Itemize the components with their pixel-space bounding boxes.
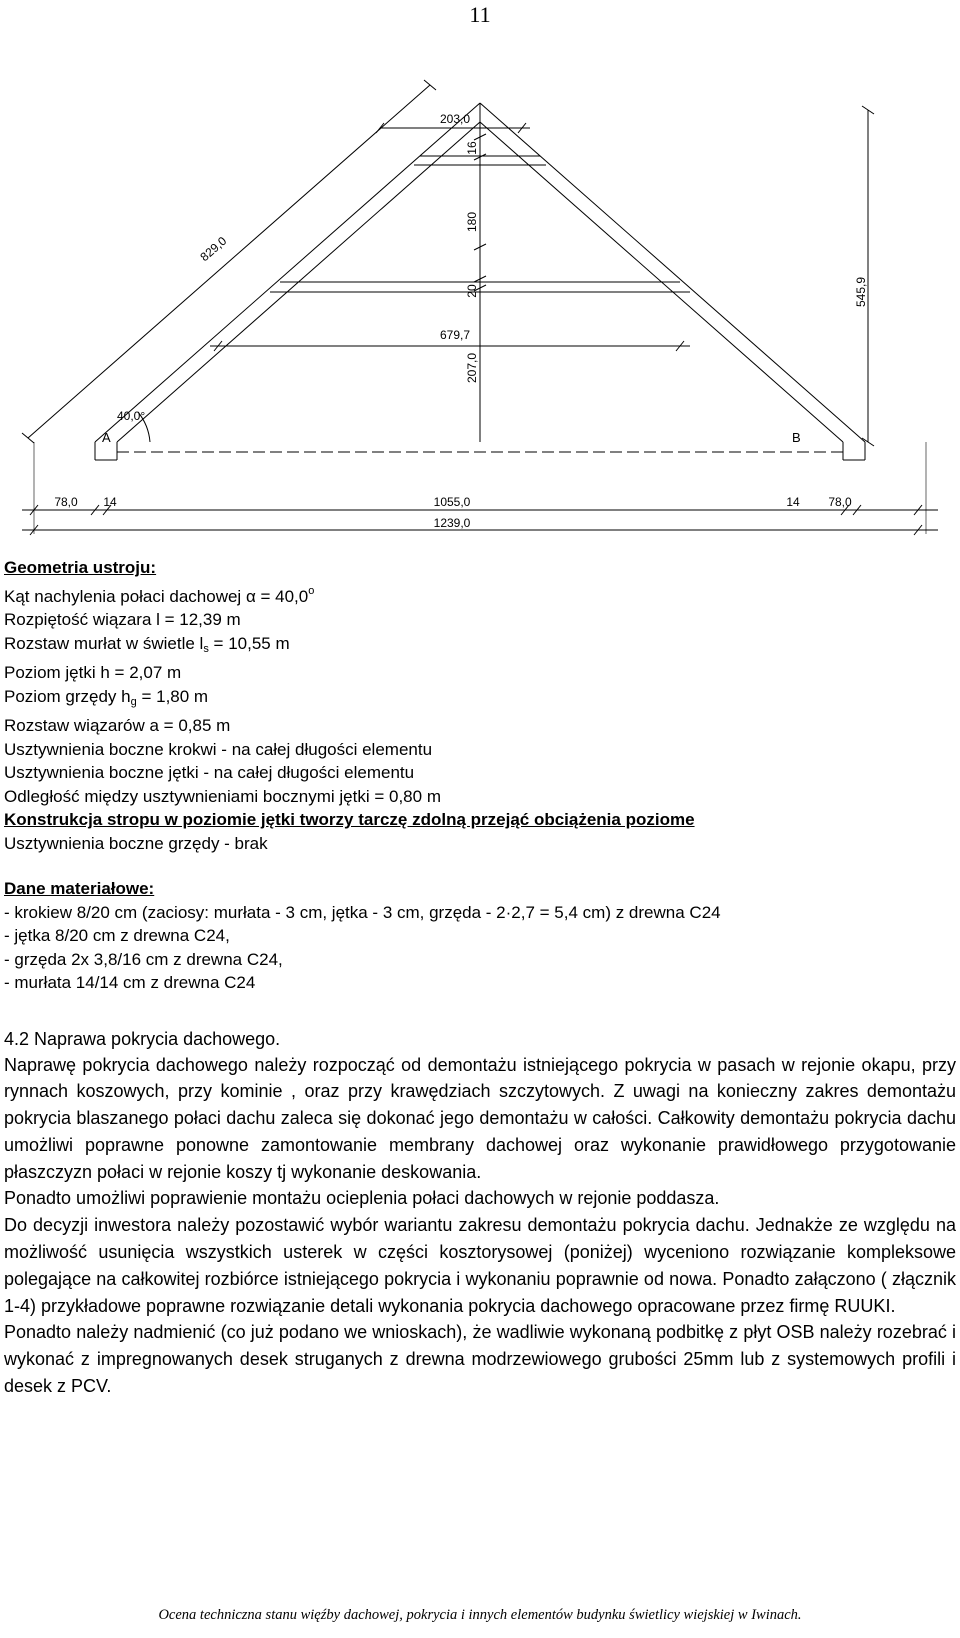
diaphragm-line: Konstrukcja stropu w poziomie jętki tworzy tarczę zdolną przejąć obciążenia poziome <box>4 810 695 829</box>
label-support-b: B <box>792 430 801 445</box>
bracing-collar-line: Usztywnienia boczne jętki - na całej długości elementu <box>4 763 415 782</box>
label-angle: 40,0° <box>117 409 146 423</box>
label-total-span: 1239,0 <box>433 516 471 530</box>
label-support-a: A <box>102 430 111 445</box>
label-eave-right: 78,0 <box>828 495 852 509</box>
repair-paragraph: Naprawę pokrycia dachowego należy rozpocząć od demontażu istniejącego pokrycia w pasach w rejonie okapu, przy rynnach koszowych, przy kominie , oraz przy krawędziach szczytowych. Z uwagi na konieczny zakres demontażu pokrycia blaszanego połaci dachu zaleca się dokonać jego demontażu w całości. Całkowity demontażu pokrycia dachu umożliwi poprawne ponowne zamontowanie membrany dachowej oraz wykonanie prawidłowego przygotowanie płaszczyzn połaci w rejonie koszy tj wykonanie deskowania. <box>4 1054 956 1182</box>
label-rafter-length: 829,0 <box>197 233 230 265</box>
material-item: - krokiew 8/20 cm (zaciosy: murłata - 3 cm, jętka - 3 cm, grzęda - 2·2,7 = 5,4 cm) z drewna C24 <box>4 902 721 922</box>
bracing-purlin-line: Usztywnienia boczne grzędy - brak <box>4 833 268 853</box>
truss-spacing-line: Rozstaw wiązarów a = 0,85 m <box>4 716 231 735</box>
collar-level-line: Poziom jętki h = 2,07 m <box>4 663 182 682</box>
geometry-title: Geometria ustroju: <box>4 558 157 577</box>
rafter-left-outer <box>95 103 480 442</box>
label-collar-length: 679,7 <box>439 328 471 342</box>
label-collar-height: 207,0 <box>465 352 479 384</box>
label-total-height: 545,9 <box>854 276 868 308</box>
span-line: Rozpiętość wiązara l = 12,39 m <box>4 610 241 629</box>
angle-line: Kąt nachylenia połaci dachowej $\alpha = 40,0^o$ <box>4 584 315 606</box>
truss-drawing <box>0 55 960 545</box>
label-upper-height: 180 <box>465 211 479 233</box>
page-footer: Ocena techniczna stanu więźby dachowej, pokrycia i innych elementów budynku świetlicy wiejskiej w Iwinach. <box>158 1607 802 1623</box>
label-wall-right: 14 <box>786 495 800 509</box>
alpha-symbol: α <box>245 586 256 606</box>
material-item: - grzęda 2x 3,8/16 cm z drewna C24, <box>4 949 283 969</box>
material-item: - murłata 14/14 cm z drewna C24 <box>4 973 256 992</box>
bracing-distance-line: Odległość między usztywnieniami bocznymi jętki = 0,80 m <box>4 786 441 806</box>
label-collar-offset: 20 <box>465 284 479 298</box>
document-body <box>4 556 956 1400</box>
label-eave-left: 78,0 <box>54 495 78 509</box>
label-top-width: 203,0 <box>439 112 471 126</box>
purlin-level-line: Poziom grzędy $h_g = 1,80$ m <box>4 686 209 708</box>
label-clear-span: 1055,0 <box>433 495 471 509</box>
rafter-right-outer <box>480 103 865 442</box>
plate-spacing-line: Rozstaw murłat w świetle $l_s = 10,55$ m <box>4 633 290 655</box>
material-item: - jętka 8/20 cm z drewna C24, <box>4 926 230 945</box>
repair-heading: 4.2 Naprawa pokrycia dachowego. <box>4 1028 281 1049</box>
page-number: 11 <box>469 2 491 27</box>
label-wall-left: 14 <box>103 495 117 509</box>
repair-paragraph: Ponadto umożliwi poprawienie montażu ocieplenia połaci dachowych w rejonie poddasza. <box>4 1188 720 1209</box>
materials-title: Dane materiałowe: <box>4 879 155 898</box>
repair-paragraph: Ponadto należy nadmienić (co już podano we wnioskach), że wadliwie wykonaną podbitkę z płyt OSB należy rozebrać i wykonać z impregnowanych desek struganych z drewna modrzewiowego grubości 25mm lub z systemowych profili i desek z PCV. <box>4 1322 956 1397</box>
bracing-rafter-line: Usztywnienia boczne krokwi - na całej długości elementu <box>4 739 433 759</box>
repair-paragraph: Do decyzji inwestora należy pozostawić wybór wariantu zakresu demontażu pokrycia dachu. Jednakże ze względu na możliwość usunięcia wszystkich usterek w części kosztorysowej (poniżej) wyceniono rozwiązanie kompleksowe polegające na całkowitej rozbiórce istniejącego pokrycia i wykonaniu poprawnie od nowa. Ponadto załączono ( złącznik 1-4) przykładowe poprawne rozwiązanie detali wykonania pokrycia dachowego opracowane przez firmę RUUKI. <box>4 1215 956 1316</box>
label-ridge-gap: 16 <box>465 141 479 155</box>
